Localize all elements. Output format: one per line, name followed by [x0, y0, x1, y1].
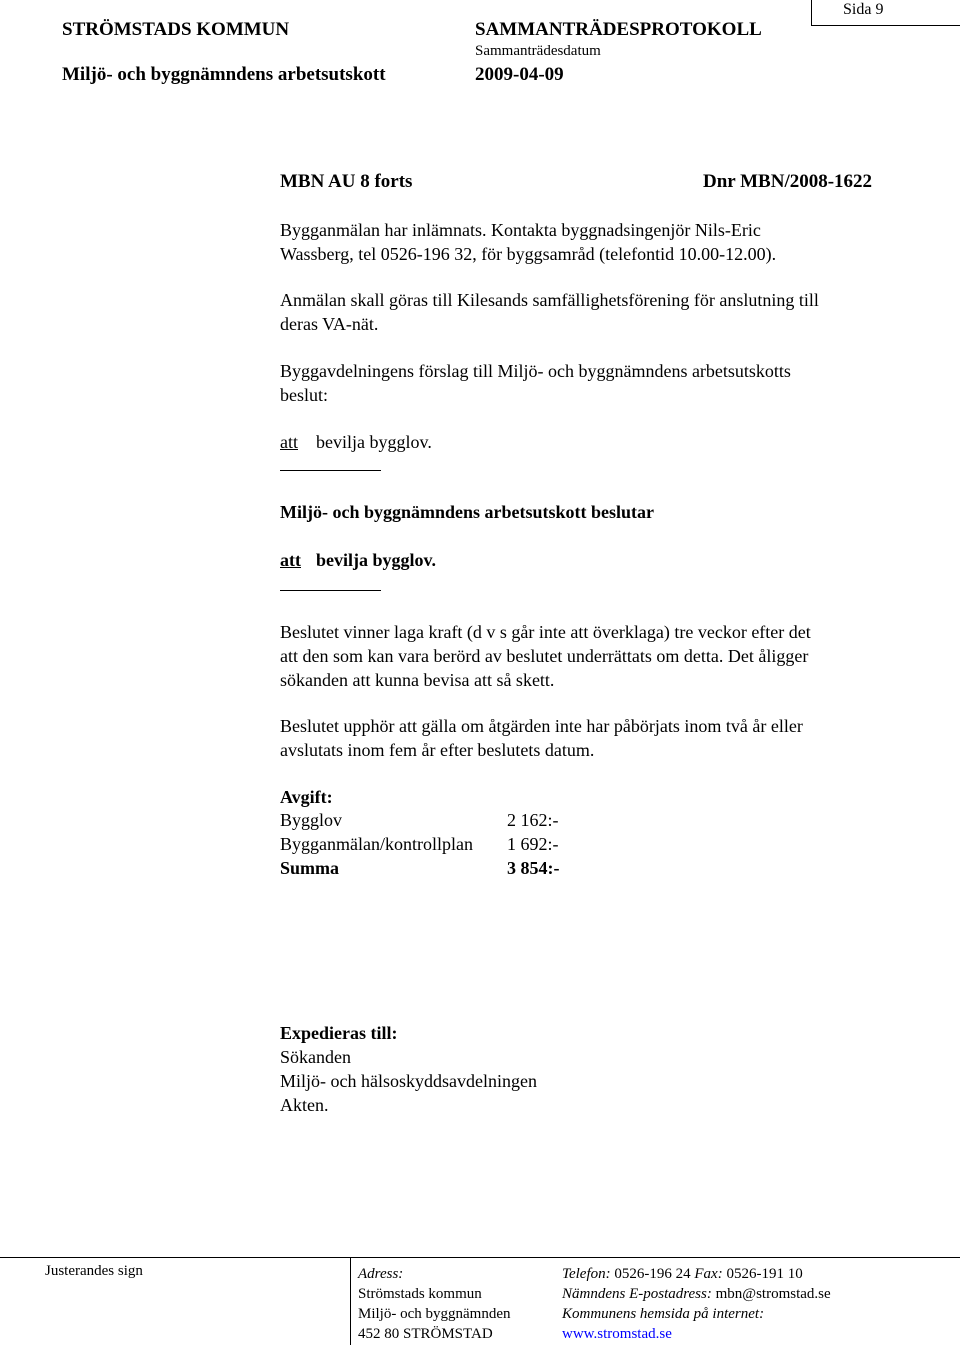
- paragraph-registration-line1: Anmälan skall göras till Kilesands samfällighetsförening för anslutning till: [280, 290, 819, 310]
- email-label: Nämndens E-postadress:: [562, 1286, 712, 1302]
- fax-number: 0526-191 10: [726, 1266, 803, 1282]
- signature-label: Justerandes sign: [45, 1263, 143, 1279]
- decision-att-text: bevilja bygglov.: [316, 550, 437, 570]
- date-label: Sammanträdesdatum: [475, 43, 601, 59]
- footer-top-rule: [0, 1257, 960, 1258]
- phone-number: 0526-196 24: [614, 1266, 691, 1282]
- address-label: Adress:: [358, 1266, 404, 1282]
- footer-sign-divider: [350, 1257, 351, 1345]
- page-box-bottom-border: [811, 25, 960, 26]
- contact-email-line: [562, 1284, 831, 1305]
- page-number: Sida 9: [843, 1, 884, 18]
- address-line: Miljö- och byggnämnden: [358, 1306, 511, 1322]
- meeting-date: 2009-04-09: [475, 64, 564, 85]
- paragraph-registration-line2: deras VA-nät.: [280, 314, 379, 334]
- paragraph-notice-line1: Bygganmälan har inlämnats. Kontakta byggnadsingenjör Nils-Eric: [280, 220, 761, 240]
- website-link[interactable]: www.stromstad.se: [562, 1326, 672, 1342]
- fax-label: Fax:: [694, 1266, 723, 1282]
- committee-name: Miljö- och byggnämndens arbetsutskott: [62, 64, 386, 85]
- expiry-line1: Beslutet upphör att gälla om åtgärden inte har påbörjats inom två år eller: [280, 716, 803, 736]
- address-line: Strömstads kommun: [358, 1286, 482, 1302]
- legal-force-line1: Beslutet vinner laga kraft (d v s går inte att överklaga) tre veckor efter det: [280, 622, 811, 642]
- paragraph-notice-line2: Wassberg, tel 0526-196 32, för byggsamråd (telefontid 10.00-12.00).: [280, 244, 777, 264]
- phone-label: Telefon:: [562, 1266, 611, 1282]
- municipality-name: STRÖMSTADS KOMMUN: [62, 19, 290, 40]
- proposal-line1: Byggavdelningens förslag till Miljö- och byggnämndens arbetsutskotts: [280, 361, 791, 381]
- legal-force-line2: att den som kan vara berörd av beslutet underrättats om detta. Det åligger: [280, 646, 809, 666]
- contact-phone-fax-line: [562, 1264, 803, 1285]
- case-number: Dnr MBN/2008-1622: [703, 171, 873, 192]
- fee-amount: 1 692:-: [507, 834, 559, 854]
- address-line: 452 80 STRÖMSTAD: [358, 1326, 493, 1342]
- proposal-att-word: att: [280, 432, 298, 452]
- fee-total-amount: 3 854:-: [507, 858, 560, 878]
- page-box-left-border: [811, 0, 812, 25]
- document-type: SAMMANTRÄDESPROTOKOLL: [475, 19, 762, 40]
- fee-label: Bygganmälan/kontrollplan: [280, 834, 473, 854]
- legal-force-line3: sökanden att kunna bevisa att så skett.: [280, 670, 555, 690]
- divider-line: [280, 470, 381, 471]
- fees-heading: Avgift:: [280, 787, 333, 807]
- proposal-att-text: bevilja bygglov.: [316, 432, 432, 452]
- proposal-line2: beslut:: [280, 385, 328, 405]
- distribution-recipient: Miljö- och hälsoskyddsavdelningen: [280, 1071, 537, 1091]
- distribution-recipient: Akten.: [280, 1095, 329, 1115]
- expiry-line2: avslutats inom fem år efter beslutets datum.: [280, 740, 595, 760]
- section-reference: MBN AU 8 forts: [280, 171, 413, 192]
- decision-att-word: att: [280, 550, 301, 570]
- fee-amount: 2 162:-: [507, 810, 559, 830]
- website-label: Kommunens hemsida på internet:: [562, 1306, 765, 1322]
- divider-line: [280, 590, 381, 591]
- fee-total-label: Summa: [280, 858, 340, 878]
- distribution-heading: Expedieras till:: [280, 1023, 398, 1043]
- fee-label: Bygglov: [280, 810, 343, 830]
- decision-heading: Miljö- och byggnämndens arbetsutskott beslutar: [280, 502, 655, 522]
- email-address[interactable]: mbn@stromstad.se: [715, 1286, 831, 1302]
- distribution-recipient: Sökanden: [280, 1047, 351, 1067]
